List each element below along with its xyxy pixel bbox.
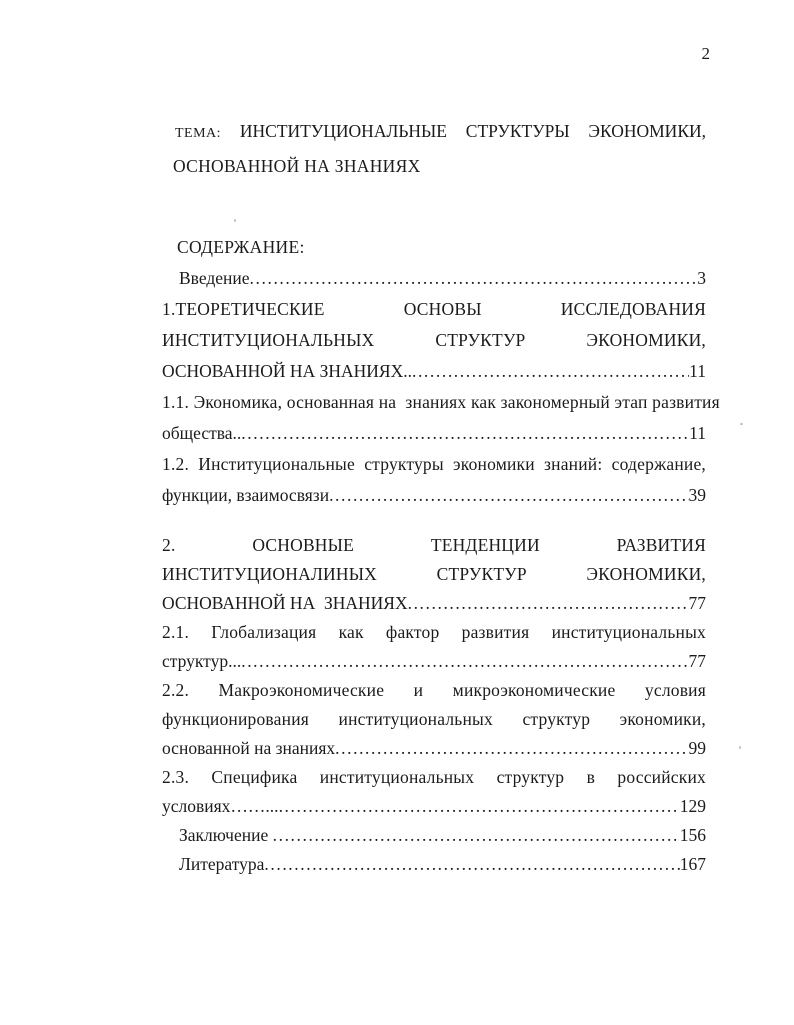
scan-speck — [739, 746, 741, 749]
toc-line-text: общества.. — [162, 423, 242, 443]
toc-line — [162, 821, 706, 850]
toc-page-number: 99 — [688, 738, 706, 758]
toc-list — [162, 263, 720, 879]
toc-heading: СОДЕРЖАНИЕ: — [177, 237, 305, 257]
toc-page-number: 11 — [689, 361, 706, 381]
toc-leader-dots — [412, 356, 689, 387]
page-number: 2 — [701, 44, 710, 63]
title-text: ИНСТИТУЦИОНАЛЬНЫЕ СТРУКТУРЫ ЭКОНОМИКИ, — [239, 121, 707, 141]
scan-speck — [740, 423, 743, 425]
toc-line-text: функционирования институциональных структур экономики, — [162, 709, 706, 729]
toc-line — [162, 418, 706, 449]
toc-line — [162, 618, 706, 647]
toc-line-text: функции, взаимосвязи — [162, 485, 330, 505]
toc-line — [162, 792, 706, 821]
title-label: ТЕМА: — [175, 126, 222, 141]
title-line-2: ОСНОВАННОЙ НА ЗНАНИЯХ — [173, 156, 421, 176]
document-title — [162, 115, 706, 183]
toc-line-text: 2.1. Глобализация как фактор развития институциональных — [162, 622, 706, 642]
toc-page-number: 77 — [688, 593, 706, 613]
toc-line — [162, 531, 706, 560]
toc-page-number: 39 — [688, 485, 706, 505]
toc-line-text: 2. ОСНОВНЫЕ ТЕНДЕНЦИИ РАЗВИТИЯ — [162, 535, 706, 555]
toc-leader-dots — [329, 480, 688, 511]
toc-leader-dots — [279, 792, 680, 821]
toc-line-text: Литература — [179, 854, 265, 874]
toc-leader-dots — [241, 418, 689, 449]
toc-line — [162, 734, 706, 763]
toc-line-text: 1.1. Экономика, основанная на знаниях как закономерный этап развития — [162, 392, 720, 412]
toc-leader-dots — [273, 821, 680, 850]
toc-line — [162, 387, 720, 418]
toc-line — [162, 294, 706, 325]
toc-page-number: 167 — [679, 854, 706, 874]
toc-page-number: 11 — [689, 423, 706, 443]
toc-line — [162, 480, 706, 511]
toc-leader-dots — [408, 589, 689, 618]
toc-line — [162, 263, 706, 294]
toc-line-text: 1.2. Институциональные структуры экономики знаний: содержание, — [162, 454, 706, 474]
toc-page-number: 3 — [697, 268, 706, 288]
toc-line — [162, 560, 706, 589]
toc-leader-dots — [264, 850, 679, 879]
toc-line-text: Заключение — [179, 825, 273, 845]
toc-page-number: 156 — [679, 825, 706, 845]
toc-line — [162, 356, 706, 387]
toc-line — [162, 325, 706, 356]
scan-speck — [234, 219, 236, 222]
toc-line-text: ИНСТИТУЦИОНАЛЬНЫХ СТРУКТУР ЭКОНОМИКИ, — [162, 330, 706, 350]
toc-leader-dots — [335, 734, 688, 763]
toc-line-text: условиях……... — [162, 796, 279, 816]
page-content — [162, 0, 720, 879]
toc-line-text: ОСНОВАННОЙ НА ЗНАНИЯХ.. — [162, 361, 412, 381]
toc-line-text: основанной на знаниях — [162, 738, 336, 758]
toc-line-text: ИНСТИТУЦИОНАЛИНЫХ СТРУКТУР ЭКОНОМИКИ, — [162, 564, 706, 584]
toc-line-text: структур... — [162, 651, 242, 671]
toc-line-text: 2.3. Специфика институциональных структур в российских — [162, 767, 706, 787]
toc-line-text: Введение — [179, 268, 250, 288]
toc-page-number: 129 — [679, 796, 706, 816]
toc-line — [162, 676, 706, 705]
toc-line — [162, 763, 706, 792]
toc-line-text: 2.2. Макроэкономические и микроэкономические условия — [162, 680, 706, 700]
title-line-1 — [162, 115, 706, 150]
toc-line — [162, 449, 706, 480]
toc-line — [162, 850, 706, 879]
toc-leader-dots — [250, 263, 698, 294]
toc-page-number: 77 — [688, 651, 706, 671]
toc-leader-dots — [241, 647, 688, 676]
toc-line-text: ОСНОВАННОЙ НА ЗНАНИЯХ — [162, 593, 408, 613]
toc-line — [162, 589, 706, 618]
toc-line-text: 1.ТЕОРЕТИЧЕСКИЕ ОСНОВЫ ИССЛЕДОВАНИЯ — [162, 299, 706, 319]
toc-line — [162, 647, 706, 676]
toc-line — [162, 705, 706, 734]
